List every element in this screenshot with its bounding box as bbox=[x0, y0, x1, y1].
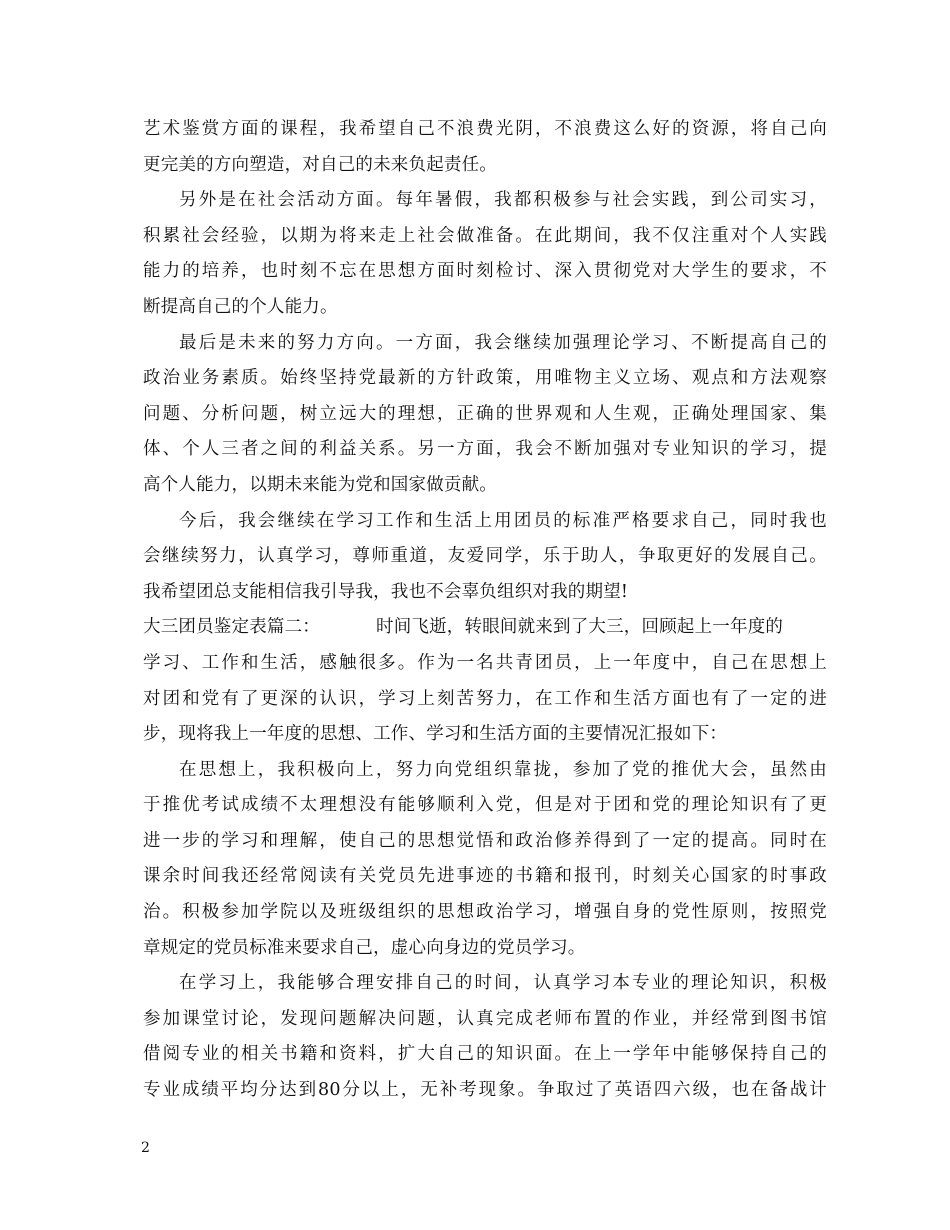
section-heading: 大三团员鉴定表篇二： bbox=[143, 617, 320, 638]
text-line: 进一步的学习和理解，使自己的思想觉悟和政治修养得到了一定的提高。同时在 bbox=[143, 830, 827, 851]
text-line: 课余时间我还经常阅读有关党员先进事迹的书籍和报刊，时刻关心国家的时事政 bbox=[143, 866, 827, 887]
paragraph-start-line: 另外是在社会活动方面。每年暑假，我都积极参与社会实践，到公司实习， bbox=[179, 190, 827, 211]
text-line: 能力的培养，也时刻不忘在思想方面时刻检讨、深入贯彻党对大学生的要求，不 bbox=[143, 261, 827, 282]
paragraph-start-line: 在学习上，我能够合理安排自己的时间，认真学习本专业的理论知识，积极 bbox=[179, 973, 827, 994]
text-line: 更完美的方向塑造，对自己的未来负起责任。 bbox=[143, 154, 497, 175]
paragraph-start-line: 最后是未来的努力方向。一方面，我会继续加强理论学习、不断提高自己的 bbox=[179, 332, 827, 353]
text-line: 断提高自己的个人能力。 bbox=[143, 296, 338, 317]
text-line: 高个人能力，以期未来能为党和国家做贡献。 bbox=[143, 474, 497, 495]
text-line: 对团和党有了更深的认识，学习上刻苦努力，在工作和生活方面也有了一定的进 bbox=[143, 688, 827, 709]
text-line: 政治业务素质。始终坚持党最新的方针政策，用唯物主义立场、观点和方法观察 bbox=[143, 368, 827, 389]
paragraph-start-line: 今后，我会继续在学习工作和生活上用团员的标准严格要求自己，同时我也 bbox=[179, 510, 827, 531]
text-line: 问题、分析问题，树立远大的理想，正确的世界观和人生观，正确处理国家、集 bbox=[143, 403, 827, 424]
text-line: 会继续努力，认真学习，尊师重道，友爱同学，乐于助人，争取更好的发展自己。 bbox=[143, 546, 827, 567]
text-line: 章规定的党员标准来要求自己，虚心向身边的党员学习。 bbox=[143, 937, 586, 958]
section-first-line: 时间飞逝，转眼间就来到了大三，回顾起上一年度的 bbox=[376, 617, 784, 638]
text-line: 于推优考试成绩不太理想没有能够顺利入党，但是对于团和党的理论知识有了更 bbox=[143, 795, 827, 816]
text-line: 积累社会经验，以期为将来走上社会做准备。在此期间，我不仅注重对个人实践 bbox=[143, 225, 827, 246]
text-line: 体、个人三者之间的利益关系。另一方面，我会不断加强对专业知识的学习，提 bbox=[143, 439, 827, 460]
text-line: 艺术鉴赏方面的课程，我希望自己不浪费光阴，不浪费这么好的资源，将自己向 bbox=[143, 119, 827, 139]
text-line: 我希望团总支能相信我引导我，我也不会辜负组织对我的期望! bbox=[143, 581, 629, 602]
text-line: 学习、工作和生活，感触很多。作为一名共青团员，上一年度中，自己在思想上 bbox=[143, 652, 827, 673]
text-line: 专业成绩平均分达到80分以上，无补考现象。争取过了英语四六级，也在备战计 bbox=[143, 1080, 827, 1101]
section-heading-line bbox=[143, 610, 827, 646]
text-line: 借阅专业的相关书籍和资料，扩大自己的知识面。在上一学年中能够保持自己的 bbox=[143, 1044, 827, 1065]
text-line: 治。积极参加学院以及班级组织的思想政治学习，增强自身的党性原则，按照党 bbox=[143, 902, 827, 923]
paragraph-start-line: 在思想上，我积极向上，努力向党组织靠拢，参加了党的推优大会，虽然由 bbox=[179, 759, 827, 780]
page-number: 2 bbox=[141, 1140, 150, 1156]
text-line: 参加课堂讨论，发现问题解决问题，认真完成老师布置的作业，并经常到图书馆 bbox=[143, 1008, 827, 1029]
text-line: 步，现将我上一年度的思想、工作、学习和生活方面的主要情况汇报如下： bbox=[143, 724, 728, 745]
document-body bbox=[143, 112, 827, 1109]
